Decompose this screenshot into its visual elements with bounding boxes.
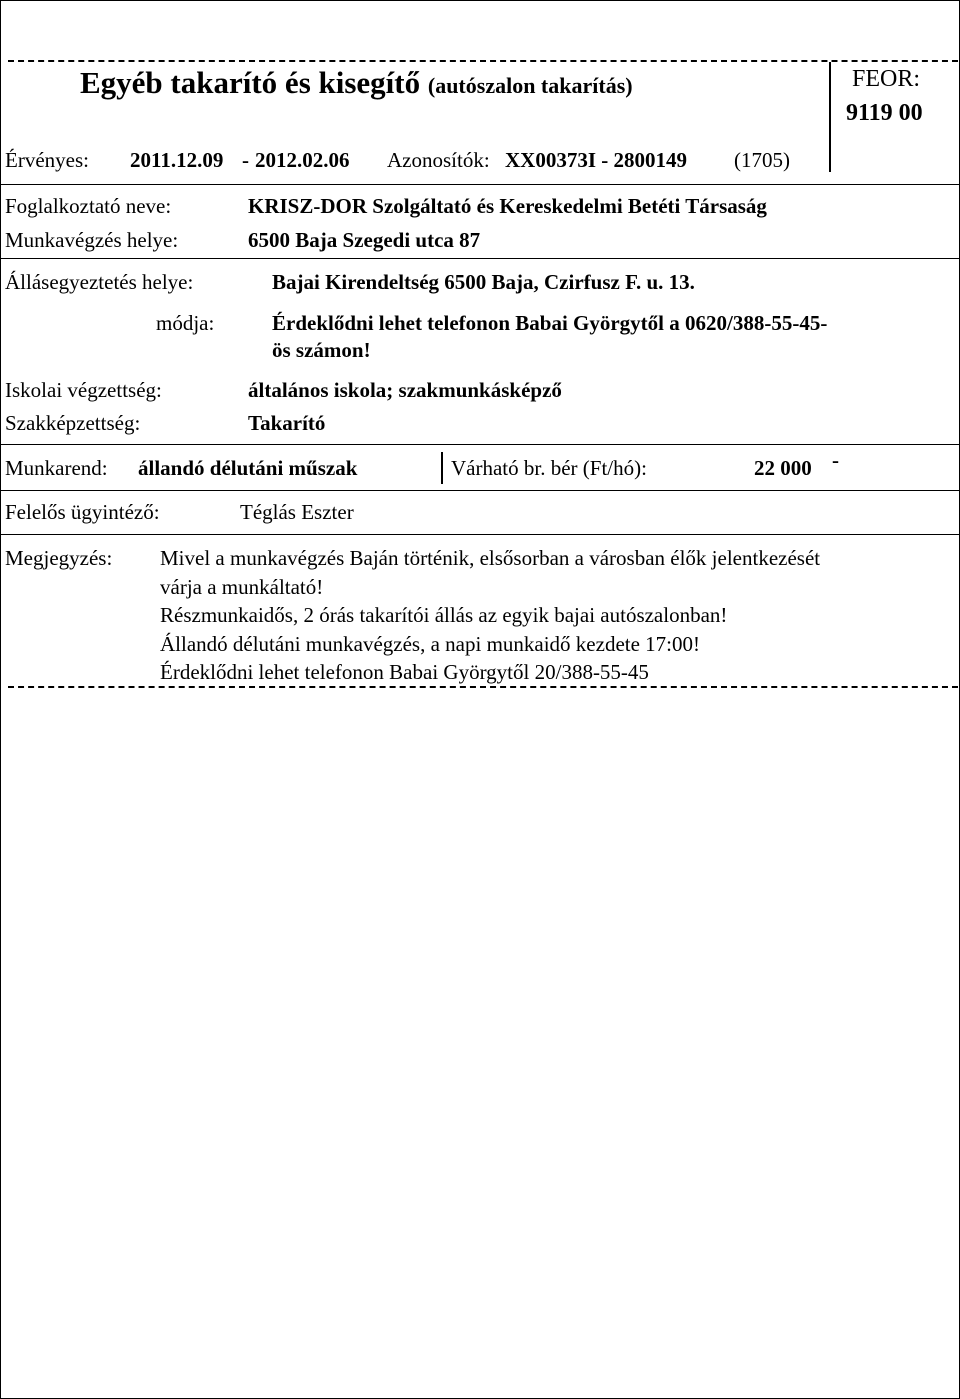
validity-to: 2012.02.06	[255, 148, 350, 172]
interview-place-value: Bajai Kirendeltség 6500 Baja, Czirfusz F. u. 13.	[272, 270, 695, 294]
notes-line: várja a munkáltató!	[160, 575, 324, 599]
employer-name-value: KRISZ-DOR Szolgáltató és Kereskedelmi Betéti Társaság	[248, 194, 767, 218]
feor-code: 9119 00	[846, 100, 923, 126]
interview-method-line1: Érdeklődni lehet telefonon Babai Györgytől a 0620/388-55-45-	[272, 311, 828, 335]
validity-label: Érvényes:	[5, 148, 89, 172]
id-extra: (1705)	[734, 148, 790, 172]
bottom-dashed-separator	[8, 686, 958, 688]
workplace-value: 6500 Baja Szegedi utca 87	[248, 228, 481, 252]
separator-line	[0, 490, 960, 491]
separator-line	[0, 258, 960, 259]
qualification-value: Takarító	[248, 411, 326, 435]
separator-line	[0, 184, 960, 185]
school-value: általános iskola; szakmunkásképző	[248, 378, 562, 402]
validity-separator: -	[242, 148, 249, 172]
notes-line: Állandó délutáni munkavégzés, a napi munkaidő kezdete 17:00!	[160, 632, 701, 656]
notes-line: Mivel a munkavégzés Baján történik, elsősorban a városban élők jelentkezését	[160, 546, 821, 570]
wage-dash: -	[832, 448, 839, 472]
interview-place-label: Állásegyeztetés helye:	[5, 270, 194, 294]
job-title-sub: (autószalon takarítás)	[427, 73, 633, 98]
id-value: XX00373I - 2800149	[505, 148, 687, 172]
separator-line	[0, 534, 960, 535]
wage-label: Várható br. bér (Ft/hó):	[451, 456, 647, 480]
officer-value: Téglás Eszter	[240, 500, 354, 524]
interview-method-line2: ös számon!	[272, 338, 371, 362]
top-dashed-separator	[8, 60, 958, 62]
job-title-main: Egyéb takarító és kisegítő	[80, 65, 421, 100]
notes-line: Érdeklődni lehet telefonon Babai Györgytől 20/388-55-45	[160, 660, 649, 684]
notes-label: Megjegyzés:	[5, 546, 113, 570]
job-title	[80, 65, 633, 101]
officer-label: Felelős ügyintéző:	[5, 500, 160, 524]
wage-divider	[441, 452, 443, 484]
notes-line: Részmunkaidős, 2 órás takarítói állás az egyik bajai autószalonban!	[160, 603, 728, 627]
interview-method-label: módja:	[156, 311, 215, 335]
school-label: Iskolai végzettség:	[5, 378, 162, 402]
validity-from: 2011.12.09	[130, 148, 224, 172]
workplace-label: Munkavégzés helye:	[5, 228, 179, 252]
wage-value: 22 000	[754, 456, 812, 480]
separator-line	[0, 444, 960, 445]
feor-label: FEOR:	[852, 66, 921, 92]
employer-name-label: Foglalkoztató neve:	[5, 194, 172, 218]
schedule-value: állandó délutáni műszak	[138, 456, 358, 480]
id-label: Azonosítók:	[387, 148, 490, 172]
schedule-label: Munkarend:	[5, 456, 108, 480]
feor-divider	[829, 62, 831, 172]
qualification-label: Szakképzettség:	[5, 411, 141, 435]
